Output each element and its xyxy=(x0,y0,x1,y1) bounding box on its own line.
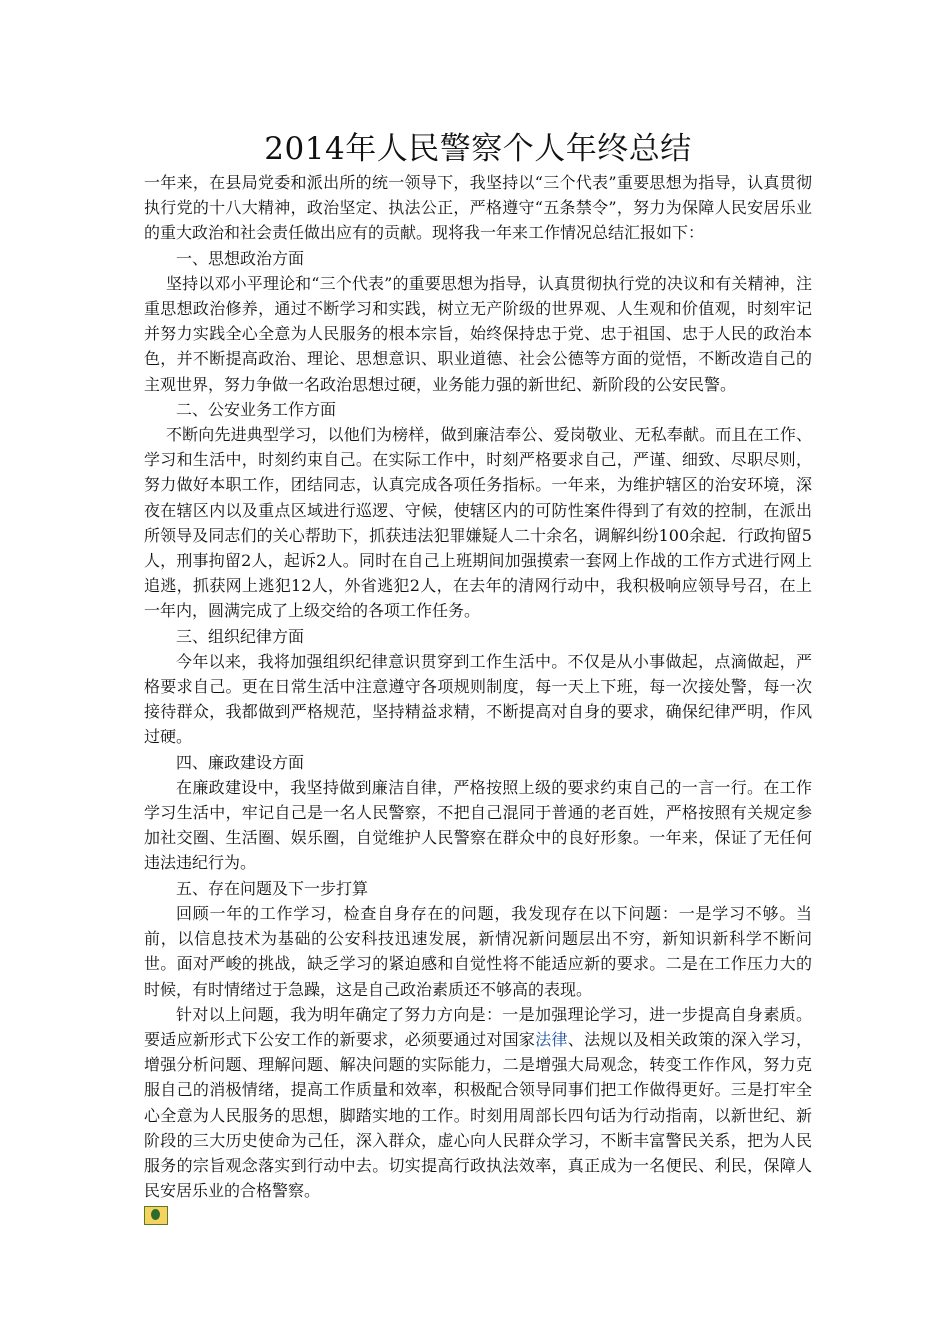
section-2-paragraph: 不断向先进典型学习，以他们为榜样，做到廉洁奉公、爱岗敬业、无私奉献。而且在工作、学习和生活中，时刻约束自己。在实际工作中，时刻严格要求自己，严谨、细致、尽职尽则，努力做好本职工作，团结同志，认真完成各项任务指标。一年来，为维护辖区的治安环境，深夜在辖区内以及重点区域进行巡逻、守候，使辖区内的可防性案件得到了有效的控制，在派出所领导及同志们的关心帮助下，抓获违法犯罪嫌疑人二十余名，调解纠纷100余起．行政拘留5人，刑事拘留2人，起诉2人。同时在自己上班期间加强摸索一套网上作战的工作方式进行网上追逃，抓获网上逃犯12人，外省逃犯2人，在去年的清网行动中，我积极响应领导号召，在上一年内，圆满完成了上级交给的各项工作任务。 xyxy=(144,425,812,621)
section-heading-4: 四、廉政建设方面 xyxy=(176,752,305,772)
document-body xyxy=(144,128,812,1229)
page-title: 2014年人民警察个人年终总结 xyxy=(264,131,692,167)
section-1-paragraph: 坚持以邓小平理论和“三个代表”的重要思想为指导，认真贯彻执行党的决议和有关精神，注重思想政治修养，通过不断学习和实践，树立无产阶级的世界观、人生观和价值观，时刻牢记并努力实践全心全意为人民服务的根本宗旨，始终保持忠于党、忠于祖国、忠于人民的政治本色，并不断提高政治、理论、思想意识、职业道德、社会公德等方面的觉悟，不断改造自己的主观世界，努力争做一名政治思想过硬，业务能力强的新世纪、新阶段的公安民警。 xyxy=(144,273,812,394)
law-link[interactable]: 法律 xyxy=(535,1029,568,1049)
final-paragraph-text-a: 针对以上问题，我为明年确定了努力方向是：一是加强理论学习，进一步提高自身素质。要适应新形式下公安工作的新要求，必须要通过对国家 xyxy=(144,1004,812,1049)
intro-paragraph: 一年来，在县局党委和派出所的统一领导下，我坚持以“三个代表”重要思想为指导，认真贯彻执行党的十八大精神，政治坚定、执法公正，严格遵守“五条禁令”，努力为保障人民安居乐业的重大政治和社会责任做出应有的贡献。现将我一年来工作情况总结汇报如下： xyxy=(144,173,812,243)
final-paragraph-text-b: 、法规以及相关政策的深入学习，增强分析问题、理解问题、解决问题的实际能力，二是增强大局观念，转变工作作风，努力克服自己的消极情绪，提高工作质量和效率，积极配合领导同事们把工作做得更好。三是打牢全心全意为人民服务的思想，脚踏实地的工作。时刻用周部长四句话为行动指南，以新世纪、新阶段的三大历史使命为己任，深入群众，虚心向人民群众学习，不断丰富警民关系，把为人民服务的宗旨观念落实到行动中去。切实提高行政执法效率，真正成为一名便民、利民，保障人民安居乐业的合格警察。 xyxy=(144,1029,812,1201)
section-heading-2: 二、公安业务工作方面 xyxy=(176,399,337,419)
section-heading-5: 五、存在问题及下一步打算 xyxy=(176,878,369,898)
section-5-paragraph: 回顾一年的工作学习，检查自身存在的问题，我发现存在以下问题：一是学习不够。当前，以信息技术为基础的公安科技迅速发展，新情况新问题层出不穷，新知识新科学不断问世。面对严峻的挑战，缺乏学习的紧迫感和自觉性将不能适应新的要求。二是在工作压力大的时候，有时情绪过于急躁，这是自己政治素质还不够高的表现。 xyxy=(144,903,812,999)
section-3-paragraph: 今年以来，我将加强组织纪律意识贯穿到工作生活中。不仅是从小事做起，点滴做起，严格要求自己。更在日常生活中注意遵守各项规则制度，每一天上下班，每一次接处警，每一次接待群众，我都做到严格规范，坚持精益求精，不断提高对自身的要求，确保纪律严明，作风过硬。 xyxy=(144,651,812,747)
section-4-paragraph: 在廉政建设中，我坚持做到廉洁自律，严格按照上级的要求约束自己的一言一行。在工作学习生活中，牢记自己是一名人民警察，不把自己混同于普通的老百姓，严格按照有关规定参加社交圈、生活圈、娱乐圈，自觉维护人民警察在群众中的良好形象。一年来，保证了无任何违法违纪行为。 xyxy=(144,777,812,873)
document-badge-icon xyxy=(144,1206,168,1225)
section-heading-3: 三、组织纪律方面 xyxy=(176,626,305,646)
section-heading-1: 一、思想政治方面 xyxy=(176,248,305,268)
final-paragraph xyxy=(144,1002,812,1204)
